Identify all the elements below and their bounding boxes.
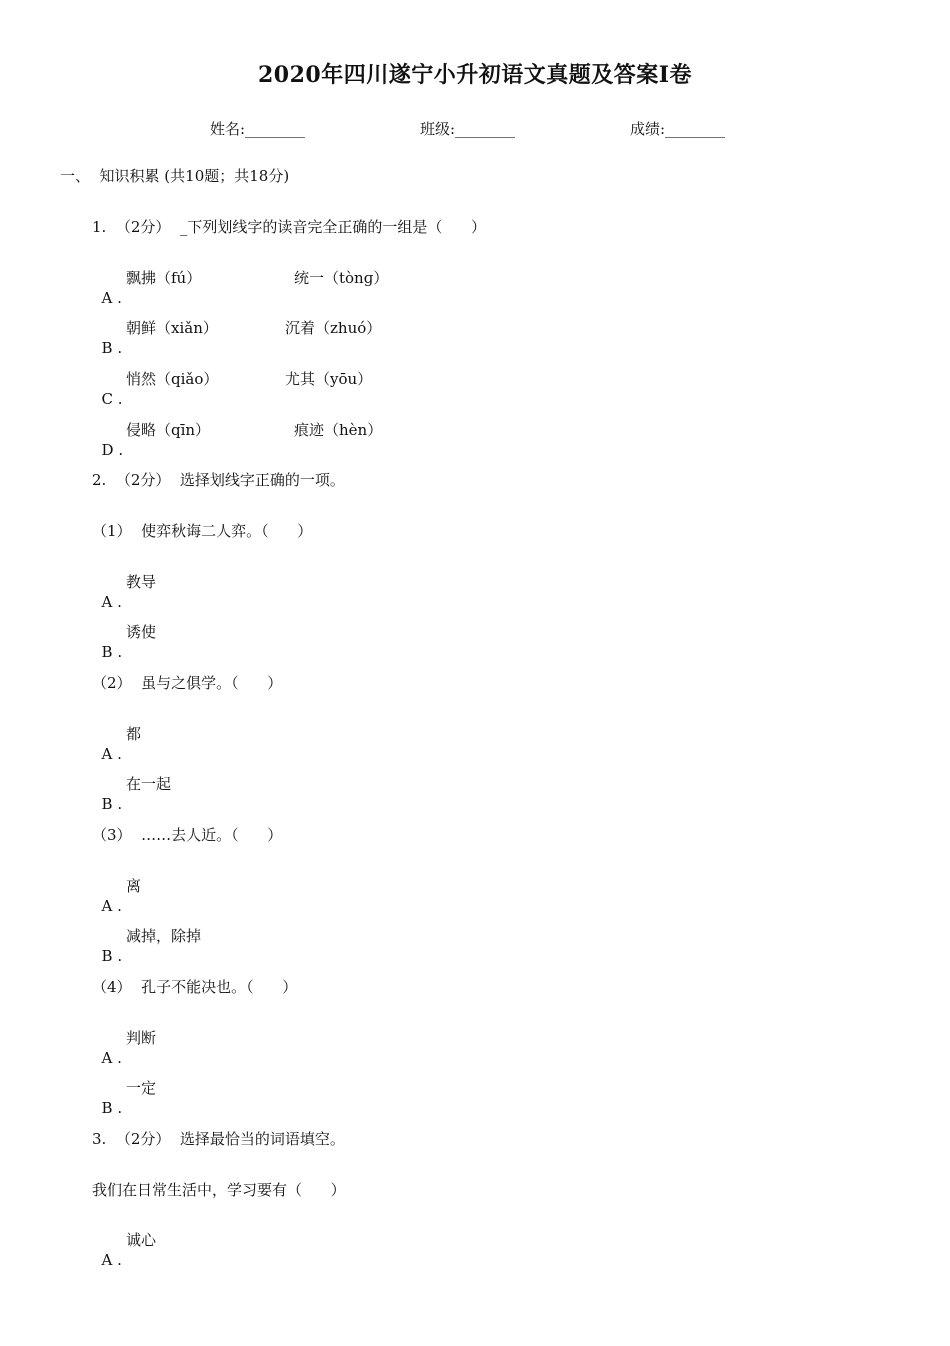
- option-letter: A .: [101, 897, 122, 915]
- option-text: 判断: [126, 1029, 157, 1047]
- option-text-2: 痕迹（hèn）: [294, 421, 383, 439]
- question-1-stem: 1. （2分） _下列划线字的读音完全正确的一组是（ ）: [92, 218, 487, 236]
- option-letter: A .: [101, 745, 122, 763]
- q3-option-a: [92, 1230, 157, 1290]
- option-text-2: 沉着（zhuó）: [285, 319, 382, 337]
- option-letter: A .: [101, 1251, 122, 1269]
- option-text-2: 统一（tònɡ）: [294, 269, 389, 287]
- score-field-label: 成绩:________: [630, 120, 726, 138]
- option-text: 在一起: [126, 775, 172, 793]
- option-letter: B .: [101, 1099, 123, 1117]
- option-letter: B .: [101, 947, 123, 965]
- option-text: 诱使: [126, 623, 157, 641]
- option-text-1: 飘拂（fú）: [126, 269, 202, 287]
- option-letter: A .: [101, 1049, 122, 1067]
- option-text: 一定: [126, 1079, 157, 1097]
- option-text: 减掉，除掉: [126, 927, 202, 945]
- document-title: 2020年四川遂宁小升初语文真题及答案I卷: [257, 62, 693, 88]
- option-letter: B .: [101, 339, 123, 357]
- q2-sub-2: （2） 虽与之俱学。（ ）: [92, 674, 283, 692]
- option-text: 教导: [126, 573, 157, 591]
- option-text-2: 尤其（yōu）: [285, 370, 373, 388]
- option-text: 离: [126, 877, 142, 895]
- option-text-1: 侵略（qīn）: [126, 421, 211, 439]
- option-letter: B .: [101, 643, 123, 661]
- option-text: 诚心: [126, 1231, 157, 1249]
- class-field-label: 班级:________: [420, 120, 516, 138]
- q3-sentence: 我们在日常生活中，学习要有（ ）: [92, 1181, 346, 1199]
- option-text-1: 悄然（qiǎo）: [126, 370, 219, 388]
- option-text-1: 朝鲜（xiǎn）: [126, 319, 218, 337]
- q2-sub-1: （1） 使弈秋诲二人弈。（ ）: [92, 522, 313, 540]
- option-letter: A .: [101, 289, 122, 307]
- option-text: 都: [126, 725, 142, 743]
- question-3-stem: 3. （2分） 选择最恰当的词语填空。: [92, 1130, 345, 1148]
- option-letter: C .: [101, 390, 123, 408]
- name-field-label: 姓名:________: [210, 120, 306, 138]
- option-letter: D .: [101, 441, 124, 459]
- option-letter: B .: [101, 795, 123, 813]
- question-2-stem: 2. （2分） 选择划线字正确的一项。: [92, 471, 345, 489]
- q2-sub-3: （3） ……去人近。（ ）: [92, 826, 283, 844]
- option-letter: A .: [101, 593, 122, 611]
- q2-sub-4: （4） 孔子不能决也。（ ）: [92, 978, 298, 996]
- section-heading: 一、 知识积累 (共10题；共18分): [60, 167, 290, 185]
